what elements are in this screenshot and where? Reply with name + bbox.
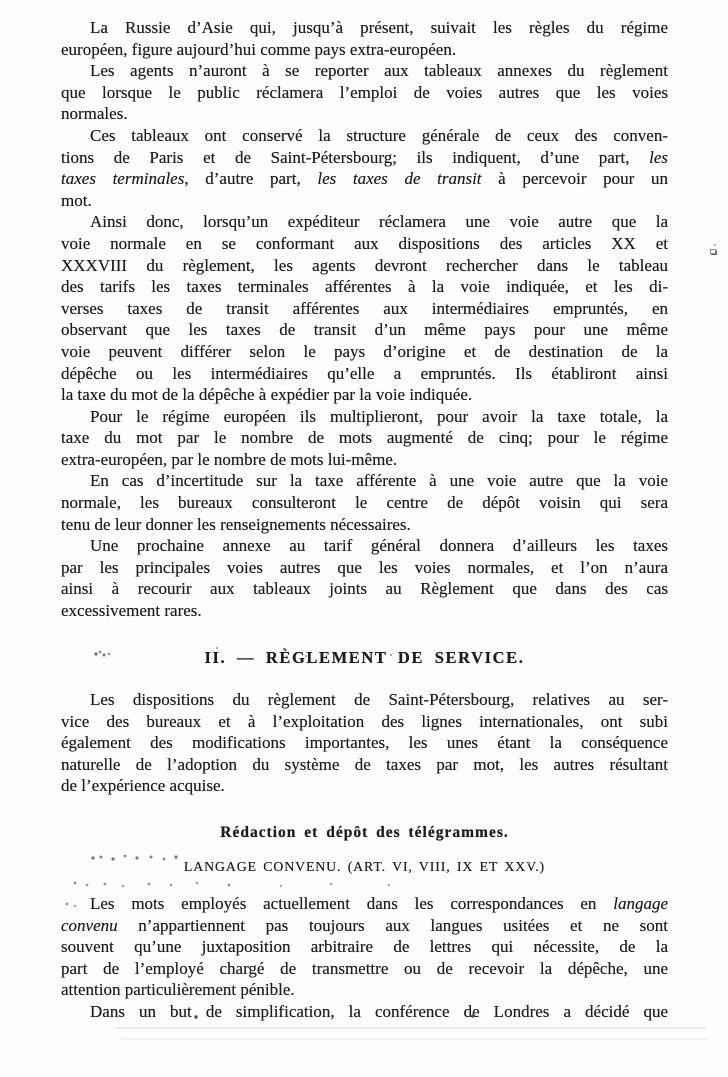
scan-rule-artifact [115, 1027, 707, 1029]
text-line [61, 732, 668, 754]
text: européen, figure aujourd’hui comme pays extra-européen. [61, 39, 457, 59]
text: , d’autre part, [184, 169, 318, 189]
text: souvent qu’une juxtaposition arbitraire de lettres qui nécessite, de la [61, 937, 668, 957]
text-line [61, 470, 668, 492]
text: ainsi à recourir aux tableaux joints au Règlement que dans des cas [61, 579, 668, 599]
text-line [61, 298, 668, 320]
heading-redaction-et-depot: Rédaction et dépôt des télégrammes. [220, 824, 509, 841]
text-line [61, 406, 668, 428]
text-line [61, 233, 668, 255]
scan-edge-mark [710, 249, 716, 254]
text: de l’expérience acquise. [61, 776, 225, 796]
text-line [61, 276, 668, 298]
text: par les principales voies autres que les voies normales, et l’on n’aura [61, 557, 668, 577]
text: La Russie d’Asie qui, jusqu’à présent, suivait les règles du régime [90, 18, 668, 37]
text: naturelle de l’adoption du système de taxes par mot, les autres résultant [61, 754, 668, 774]
text-line [61, 775, 668, 797]
text: Dans un but de simplification, la conférence de Londres a décidé que [90, 1001, 668, 1021]
text: En cas d’incertitude sur la taxe afférente à une voie autre que la voie [90, 471, 668, 491]
text-line [61, 39, 668, 61]
text-line [61, 17, 668, 39]
text: Les agents n’auront à se reporter aux tableaux annexes du règlement [90, 61, 668, 81]
italic-text: convenu [61, 915, 118, 935]
text-line [61, 600, 668, 622]
text-line [61, 341, 668, 363]
text-line [61, 535, 668, 557]
text-line [61, 958, 668, 980]
text: observant que les taxes de transit d’un même pays pour une même [61, 320, 668, 340]
text: voie normale en se conformant aux dispositions des articles XX et [61, 233, 668, 253]
text: à percevoir pour un [481, 169, 668, 189]
italic-text: taxes terminales [61, 169, 185, 189]
scan-speckles [0, 0, 2, 2]
text-line [61, 211, 668, 233]
text: Une prochaine annexe au tarif général donnera d’ailleurs les taxes [90, 536, 668, 556]
text-line [61, 893, 668, 915]
text-line [61, 147, 668, 169]
heading-langage-convenu: LANGAGE CONVENU. (ART. VI, VIII, IX ET XXV.) [183, 859, 546, 874]
italic-text: les taxes de transit [317, 169, 482, 189]
text: dépêche ou les intermédiaires qu’elle a empruntés. Ils établiront ainsi [61, 363, 668, 383]
text-line [61, 125, 668, 147]
text: normales. [61, 104, 128, 124]
text: également des modifications importantes, les unes étant la conséquence [61, 733, 668, 753]
text: excessivement rares. [61, 601, 202, 621]
text: des tarifs les taxes terminales afférentes à la voie indiquée, et les di- [61, 277, 668, 297]
text: Pour le régime européen ils multiplieront, pour avoir la taxe totale, la [90, 406, 668, 426]
text-line [61, 255, 668, 277]
text: tenu de leur donner les renseignements nécessaires. [61, 514, 411, 534]
text: tions de Paris et de Saint-Pétersbourg; ils indiquent, d’une part, [61, 147, 650, 167]
text: XXXVIII du règlement, les agents devront rechercher dans le tableau [61, 255, 668, 275]
text-line [61, 1001, 668, 1023]
scan-rule-artifact [120, 1038, 708, 1040]
text-line [61, 449, 668, 471]
text-line [61, 190, 668, 212]
text: verses taxes de transit afférentes aux intermédiaires empruntés, en [61, 298, 668, 318]
text-line [61, 82, 668, 104]
text-line [61, 60, 668, 82]
section-heading-reglement-de-service: II. — RÈGLEMENT DE SERVICE. [204, 648, 525, 667]
text-line [61, 319, 668, 341]
text-line [61, 514, 668, 536]
text-line [61, 689, 668, 711]
text-line [61, 168, 668, 190]
text-line [61, 103, 668, 125]
text: attention particulièrement pénible. [61, 980, 295, 1000]
text-line [61, 492, 668, 514]
section-reglement-paragraphs [61, 689, 668, 797]
text-line [61, 578, 668, 600]
text: taxe du mot par le nombre de mots augmenté de cinq; pour le régime [61, 428, 668, 448]
text-line [61, 363, 668, 385]
italic-text: les [649, 147, 668, 167]
text: part de l’employé chargé de transmettre ou de recevoir la dépêche, une [61, 958, 668, 978]
text: Ainsi donc, lorsqu’un expéditeur réclamera une voie autre que la [90, 212, 668, 232]
text-line [61, 711, 668, 733]
text: voie peuvent différer selon le pays d’origine et de destination de la [61, 341, 668, 361]
text: extra-européen, par le nombre de mots lui-même. [61, 449, 398, 469]
text-line [61, 979, 668, 1001]
text-line [61, 384, 668, 406]
section-langage-paragraphs [61, 893, 668, 1023]
text-line [61, 427, 668, 449]
text: que lorsque le public réclamera l’emploi de voies autres que les voies [61, 82, 668, 102]
text: Les dispositions du règlement de Saint-Pétersbourg, relatives au ser- [90, 690, 668, 709]
italic-text: langage [613, 894, 668, 913]
text-line [61, 754, 668, 776]
text-line [61, 915, 668, 937]
text: n’appartiennent pas toujours aux langues usitées et ne sont [117, 915, 668, 935]
text-line [61, 557, 668, 579]
text-line [61, 936, 668, 958]
text: mot. [61, 190, 92, 210]
section-tarifs-paragraphs [61, 17, 668, 622]
text: vice des bureaux et à l’exploitation des lignes internationales, ont subi [61, 711, 668, 731]
text: normale, les bureaux consulteront le centre de dépôt voisin qui sera [61, 493, 668, 513]
text: Les mots employés actuellement dans les correspondances en [90, 894, 614, 913]
text: la taxe du mot de la dépêche à expédier par la voie indiquée. [61, 385, 473, 405]
text: Ces tableaux ont conservé la structure générale de ceux des conven- [90, 125, 668, 145]
